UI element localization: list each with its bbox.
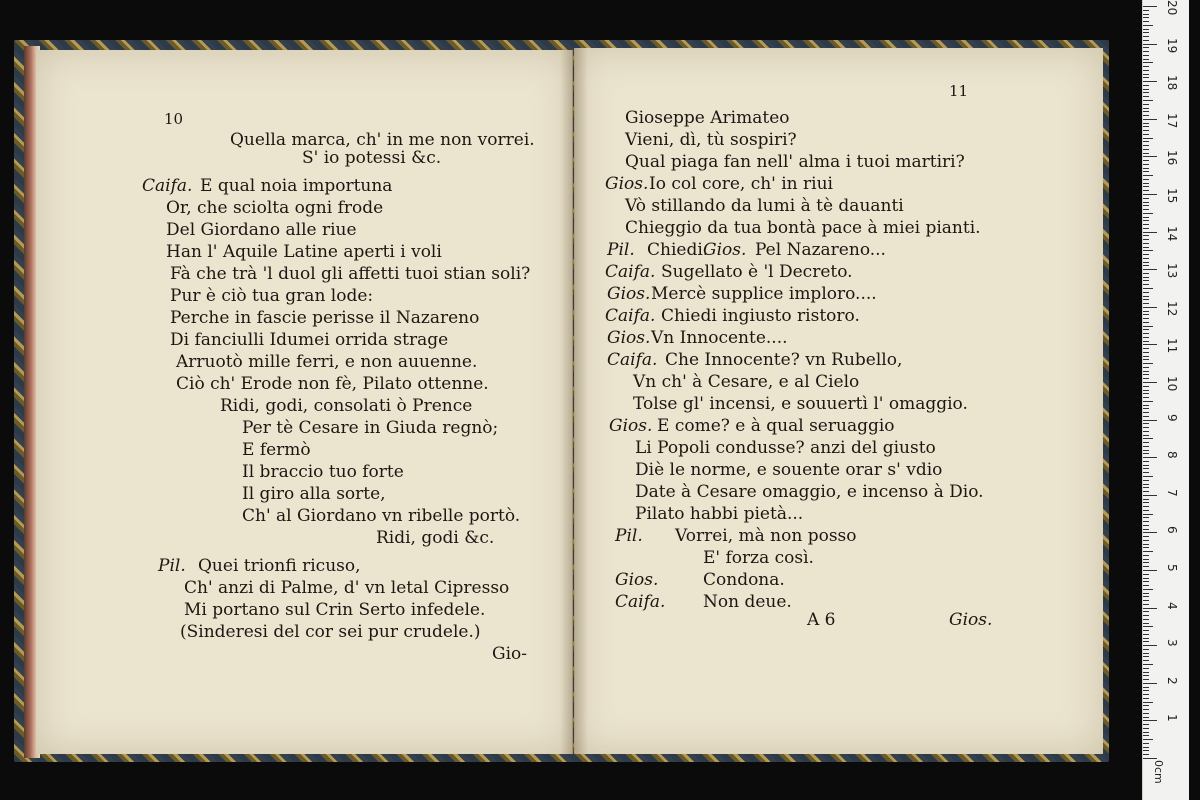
ruler-number: 12 <box>1165 300 1179 317</box>
text-line: Gioseppe Arimateo <box>625 108 790 128</box>
ruler-tick <box>1143 427 1149 428</box>
ruler-tick <box>1143 664 1153 665</box>
ruler-tick <box>1143 160 1149 161</box>
text-line: Quella marca, ch' in me non vorrei. <box>230 130 535 150</box>
ruler-tick <box>1143 656 1149 657</box>
book-gutter <box>560 48 588 754</box>
ruler-tick <box>1143 130 1149 131</box>
text-line: Mi portano sul Crin Serto infedele. <box>184 600 486 620</box>
ruler-tick <box>1143 179 1149 180</box>
ruler-tick <box>1143 296 1149 297</box>
ruler-tick <box>1143 198 1149 199</box>
text-line: Vò stillando da lumi à tè dauanti <box>625 196 904 216</box>
ruler-tick <box>1143 371 1149 372</box>
ruler-number: 20 <box>1165 0 1179 16</box>
ruler-tick <box>1143 529 1149 530</box>
ruler-number: 18 <box>1165 75 1179 91</box>
ruler-tick <box>1143 525 1149 526</box>
ruler-tick <box>1143 476 1153 477</box>
ruler-tick <box>1143 322 1149 323</box>
ruler-tick <box>1143 739 1153 740</box>
speaker-label: Caifa. <box>607 350 658 370</box>
ruler-unit: 0cm <box>1152 760 1165 784</box>
ruler-tick <box>1143 186 1149 187</box>
text-line: Il braccio tuo forte <box>242 462 404 482</box>
speaker-label: Caifa. <box>605 262 656 282</box>
ruler-tick <box>1143 89 1149 90</box>
ruler-number: 14 <box>1165 225 1179 241</box>
ruler-tick <box>1143 683 1157 684</box>
ruler-tick <box>1143 352 1149 353</box>
ruler-tick <box>1143 728 1149 729</box>
ruler-tick <box>1143 506 1149 507</box>
ruler-tick <box>1143 566 1149 567</box>
ruler-tick <box>1143 690 1149 691</box>
text-line: Io col core, ch' in riui <box>649 174 833 194</box>
ruler-tick <box>1143 521 1149 522</box>
ruler-tick <box>1143 209 1149 210</box>
ruler-tick <box>1143 423 1149 424</box>
ruler-tick <box>1143 754 1149 755</box>
text-line: Vorrei, mà non posso <box>675 526 857 546</box>
ruler-tick <box>1143 630 1149 631</box>
ruler-tick <box>1143 217 1149 218</box>
ruler-tick <box>1143 168 1149 169</box>
ruler-tick <box>1143 679 1149 680</box>
ruler-tick <box>1143 641 1149 642</box>
speaker-label: Caifa. <box>605 306 656 326</box>
text-line: Di fanciulli Idumei orrida strage <box>170 330 449 350</box>
ruler-tick <box>1143 702 1153 703</box>
ruler-tick <box>1143 25 1153 26</box>
text-line: Li Popoli condusse? anzi del giusto <box>635 438 936 458</box>
ruler-tick <box>1143 70 1149 71</box>
ruler-tick <box>1143 292 1149 293</box>
ruler-tick <box>1143 540 1149 541</box>
ruler-tick <box>1143 51 1149 52</box>
text-line: Qual piaga fan nell' alma i tuoi martiri? <box>625 152 965 172</box>
ruler-tick <box>1143 318 1149 319</box>
ruler-tick <box>1143 390 1149 391</box>
ruler-tick <box>1143 59 1149 60</box>
ruler-number: 16 <box>1165 150 1179 166</box>
text-line: Condona. <box>703 570 785 590</box>
ruler-tick <box>1143 638 1149 639</box>
ruler-tick <box>1143 465 1149 466</box>
ruler-tick <box>1143 138 1153 139</box>
speaker-label: Gios. <box>607 328 651 348</box>
ruler-tick <box>1143 29 1149 30</box>
ruler-tick <box>1143 438 1153 439</box>
ruler-tick <box>1143 66 1149 67</box>
ruler-tick <box>1143 480 1149 481</box>
ruler-tick <box>1143 341 1149 342</box>
ruler-tick <box>1143 314 1149 315</box>
ruler-tick <box>1143 717 1149 718</box>
page-number-left: 10 <box>164 110 184 128</box>
speaker-label: Gios. <box>605 174 649 194</box>
text-line: Vieni, dì, tù sospiri? <box>625 130 797 150</box>
text-line: Ch' anzi di Palme, d' vn letal Cipresso <box>184 578 510 598</box>
ruler-tick <box>1143 442 1149 443</box>
ruler-tick <box>1143 232 1157 233</box>
ruler-tick <box>1143 156 1157 157</box>
text-line: Chiedi. <box>647 240 709 260</box>
ruler-tick <box>1143 194 1157 195</box>
ruler-tick <box>1143 153 1149 154</box>
speaker-label: Pil. <box>607 240 635 260</box>
ruler-tick <box>1143 660 1149 661</box>
ruler-tick <box>1143 555 1149 556</box>
text-line: Ch' al Giordano vn ribelle portò. <box>242 506 521 526</box>
ruler-number: 11 <box>1165 338 1179 354</box>
ruler-tick <box>1143 408 1149 409</box>
ruler-tick <box>1143 593 1149 594</box>
ruler-tick <box>1143 213 1153 214</box>
ruler-tick <box>1143 175 1153 176</box>
text-line: Chieggio da tua bontà pace à miei pianti. <box>625 218 981 238</box>
ruler-tick <box>1143 570 1157 571</box>
ruler-tick <box>1143 115 1149 116</box>
ruler-tick <box>1143 288 1153 289</box>
ruler-tick <box>1143 134 1149 135</box>
ruler-tick <box>1143 258 1149 259</box>
signature-mark: A 6 <box>807 610 836 630</box>
ruler-tick <box>1143 141 1149 142</box>
ruler-tick <box>1143 273 1149 274</box>
ruler-tick <box>1143 720 1157 721</box>
ruler-tick <box>1143 123 1149 124</box>
ruler-number: 3 <box>1165 639 1179 647</box>
ruler-tick <box>1143 668 1149 669</box>
ruler-tick <box>1143 758 1157 759</box>
ruler-tick <box>1143 397 1149 398</box>
ruler-tick <box>1143 254 1149 255</box>
ruler-tick <box>1143 747 1149 748</box>
ruler-tick <box>1143 269 1157 270</box>
text-line: Pur è ciò tua gran lode: <box>170 286 374 306</box>
text-line: Il giro alla sorte, <box>242 484 386 504</box>
ruler-tick <box>1143 96 1149 97</box>
speaker-label: Gios. <box>607 284 651 304</box>
text-line: Sugellato è 'l Decreto. <box>661 262 853 282</box>
ruler-tick <box>1143 220 1149 221</box>
ruler-tick <box>1143 446 1149 447</box>
ruler-tick <box>1143 420 1157 421</box>
ruler-tick <box>1143 239 1149 240</box>
ruler-tick <box>1143 228 1149 229</box>
ruler-tick <box>1143 280 1149 281</box>
ruler-tick <box>1143 329 1149 330</box>
ruler-tick <box>1143 303 1149 304</box>
text-line: Chiedi ingiusto ristoro. <box>661 306 860 326</box>
ruler-tick <box>1143 126 1149 127</box>
ruler-tick <box>1143 675 1149 676</box>
text-line: E qual noia importuna <box>200 176 393 196</box>
speaker-label: Gios. <box>703 240 747 260</box>
ruler-tick <box>1143 653 1149 654</box>
speaker-label: Gios. <box>615 570 659 590</box>
ruler-tick <box>1143 484 1149 485</box>
ruler-tick <box>1143 386 1149 387</box>
ruler-tick <box>1143 705 1149 706</box>
ruler-tick <box>1143 574 1149 575</box>
ruler-tick <box>1143 450 1149 451</box>
ruler-number: 10 <box>1165 376 1179 392</box>
ruler-tick <box>1143 468 1149 469</box>
ruler-number: 7 <box>1165 488 1179 497</box>
ruler-tick <box>1143 585 1149 586</box>
ruler-tick <box>1143 74 1149 75</box>
ruler-tick <box>1143 149 1149 150</box>
ruler-tick <box>1143 100 1153 101</box>
ruler-tick <box>1143 108 1149 109</box>
ruler-number: 2 <box>1165 676 1179 685</box>
ruler-tick <box>1143 461 1149 462</box>
ruler-tick <box>1143 81 1157 82</box>
ruler-tick <box>1143 378 1149 379</box>
ruler-tick <box>1143 36 1149 37</box>
ruler-tick <box>1143 17 1149 18</box>
text-line: Pel Nazareno... <box>755 240 886 260</box>
page-number-right: 11 <box>949 82 969 100</box>
ruler-tick <box>1143 205 1149 206</box>
ruler-tick <box>1143 14 1149 15</box>
ruler-tick <box>1143 6 1157 7</box>
ruler-tick <box>1143 412 1149 413</box>
ruler-tick <box>1143 604 1149 605</box>
ruler-tick <box>1143 532 1157 533</box>
ruler-tick <box>1143 735 1149 736</box>
ruler-tick <box>1143 472 1149 473</box>
ruler-tick <box>1143 510 1149 511</box>
speaker-label: Caifa. <box>615 592 666 612</box>
ruler-tick <box>1143 265 1149 266</box>
ruler-number: 6 <box>1165 526 1179 535</box>
ruler-tick <box>1143 363 1153 364</box>
text-line: Or, che sciolta ogni frode <box>166 198 384 218</box>
text-line: Vn Innocente.... <box>651 328 788 348</box>
speaker-label: Gios. <box>609 416 653 436</box>
ruler-tick <box>1143 547 1149 548</box>
ruler-tick <box>1143 104 1149 105</box>
text-line: S' io potessi &c. <box>302 148 442 168</box>
ruler-tick <box>1143 32 1149 33</box>
text-line: Date à Cesare omaggio, e incenso à Dio. <box>635 482 984 502</box>
ruler-tick <box>1143 44 1157 45</box>
speaker-label: Pil. <box>615 526 643 546</box>
ruler-tick <box>1143 145 1149 146</box>
ruler-tick <box>1143 284 1149 285</box>
ruler-tick <box>1143 119 1157 120</box>
ruler-tick <box>1143 709 1149 710</box>
ruler-tick <box>1143 608 1157 609</box>
ruler-tick <box>1143 578 1149 579</box>
ruler-tick <box>1143 333 1149 334</box>
ruler-tick <box>1143 164 1149 165</box>
speaker-label: Caifa. <box>142 176 193 196</box>
ruler-tick <box>1143 311 1149 312</box>
ruler-tick <box>1143 92 1149 93</box>
ruler-tick <box>1143 235 1149 236</box>
ruler-tick <box>1143 62 1153 63</box>
ruler-number: 5 <box>1165 564 1179 572</box>
ruler-tick <box>1143 517 1149 518</box>
ruler-tick <box>1143 348 1149 349</box>
ruler-tick <box>1143 40 1149 41</box>
ruler-number: 1 <box>1165 714 1179 723</box>
ruler-tick <box>1143 698 1149 699</box>
ruler-tick <box>1143 495 1157 496</box>
ruler-tick <box>1143 262 1149 263</box>
ruler-tick <box>1143 615 1149 616</box>
ruler-number: 17 <box>1165 112 1179 129</box>
ruler-tick <box>1143 307 1157 308</box>
ruler-tick <box>1143 551 1153 552</box>
ruler-tick <box>1143 672 1149 673</box>
ruler-tick <box>1143 457 1157 458</box>
ruler-tick <box>1143 453 1149 454</box>
ruler-tick <box>1143 171 1149 172</box>
text-line: Perche in fascie perisse il Nazareno <box>170 308 480 328</box>
text-line: (Sinderesi del cor sei pur crudele.) <box>180 622 481 642</box>
ruler-tick <box>1143 356 1149 357</box>
text-line: E fermò <box>242 440 311 460</box>
text-line: Non deue. <box>703 592 792 612</box>
ruler-number: 8 <box>1165 451 1179 459</box>
ruler-tick <box>1143 190 1149 191</box>
ruler-tick <box>1143 589 1153 590</box>
ruler-tick <box>1143 326 1153 327</box>
ruler-tick <box>1143 694 1149 695</box>
ruler-tick <box>1143 47 1149 48</box>
ruler-tick <box>1143 374 1149 375</box>
ruler-tick <box>1143 299 1149 300</box>
text-line: Diè le norme, e souente orar s' vdio <box>635 460 943 480</box>
text-line: Fà che trà 'l duol gli affetti tuoi stian soli? <box>170 264 531 284</box>
text-line: Pilato habbi pietà... <box>635 504 804 524</box>
text-line: Per tè Cesare in Giuda regnò; <box>242 418 499 438</box>
ruler-tick <box>1143 337 1149 338</box>
ruler-tick <box>1143 487 1149 488</box>
ruler-tick <box>1143 499 1149 500</box>
text-line: Han l' Aquile Latine aperti i voli <box>166 242 442 262</box>
ruler-tick <box>1143 750 1149 751</box>
right-page <box>574 48 1103 754</box>
ruler-tick <box>1143 367 1149 368</box>
ruler-tick <box>1143 416 1149 417</box>
measuring-ruler <box>1142 0 1189 800</box>
ruler-tick <box>1143 559 1149 560</box>
ruler-tick <box>1143 247 1149 248</box>
ruler-tick <box>1143 250 1153 251</box>
ruler-number: 19 <box>1165 37 1179 53</box>
text-line: Ciò ch' Erode non fè, Pilato ottenne. <box>176 374 489 394</box>
ruler-tick <box>1143 619 1149 620</box>
text-line: Quei trionfi ricuso, <box>198 556 361 576</box>
ruler-tick <box>1143 243 1149 244</box>
text-line: Ridi, godi, consolati ò Prence <box>220 396 473 416</box>
ruler-tick <box>1143 77 1149 78</box>
ruler-number: 15 <box>1165 188 1179 204</box>
ruler-tick <box>1143 687 1149 688</box>
ruler-tick <box>1143 626 1153 627</box>
ruler-tick <box>1143 562 1149 563</box>
text-line: Tolse gl' incensi, e souuertì l' omaggio. <box>633 394 968 414</box>
ruler-tick <box>1143 596 1149 597</box>
ruler-tick <box>1143 600 1149 601</box>
catchword-left: Gio- <box>492 644 527 664</box>
ruler-tick <box>1143 713 1149 714</box>
text-line: Mercè supplice imploro.... <box>651 284 877 304</box>
text-line: Arruotò mille ferri, e non auuenne. <box>176 352 478 372</box>
ruler-tick <box>1143 623 1149 624</box>
ruler-tick <box>1143 514 1153 515</box>
ruler-tick <box>1143 85 1149 86</box>
ruler-tick <box>1143 536 1149 537</box>
ruler-number: 9 <box>1165 413 1179 422</box>
ruler-tick <box>1143 649 1149 650</box>
ruler-tick <box>1143 732 1149 733</box>
ruler-tick <box>1143 111 1149 112</box>
ruler-tick <box>1143 10 1149 11</box>
ruler-tick <box>1143 724 1149 725</box>
ruler-tick <box>1143 645 1157 646</box>
ruler-tick <box>1143 401 1153 402</box>
text-line: Ridi, godi &c. <box>376 528 495 548</box>
left-page <box>36 50 573 754</box>
speaker-label: Pil. <box>158 556 186 576</box>
ruler-tick <box>1143 611 1149 612</box>
text-line: E come? e à qual seruaggio <box>657 416 895 436</box>
ruler-tick <box>1143 502 1149 503</box>
ruler-tick <box>1143 405 1149 406</box>
ruler-tick <box>1143 277 1149 278</box>
text-line: Del Giordano alle riue <box>166 220 357 240</box>
text-line: Vn ch' à Cesare, e al Cielo <box>633 372 860 392</box>
ruler-tick <box>1143 491 1149 492</box>
ruler-tick <box>1143 224 1149 225</box>
ruler-tick <box>1143 431 1149 432</box>
ruler-tick <box>1143 359 1149 360</box>
text-line: Che Innocente? vn Rubello, <box>665 350 903 370</box>
ruler-number: 4 <box>1165 601 1179 610</box>
ruler-number: 13 <box>1165 263 1179 279</box>
ruler-tick <box>1143 743 1149 744</box>
ruler-tick <box>1143 544 1149 545</box>
ruler-tick <box>1143 344 1157 345</box>
text-line: E' forza così. <box>703 548 814 568</box>
catchword-right: Gios. <box>949 610 993 630</box>
ruler-tick <box>1143 581 1149 582</box>
ruler-tick <box>1143 21 1149 22</box>
ruler-tick <box>1143 55 1149 56</box>
ruler-tick <box>1143 202 1149 203</box>
ruler-tick <box>1143 183 1149 184</box>
ruler-tick <box>1143 382 1157 383</box>
ruler-tick <box>1143 393 1149 394</box>
ruler-tick <box>1143 435 1149 436</box>
ruler-tick <box>1143 634 1149 635</box>
